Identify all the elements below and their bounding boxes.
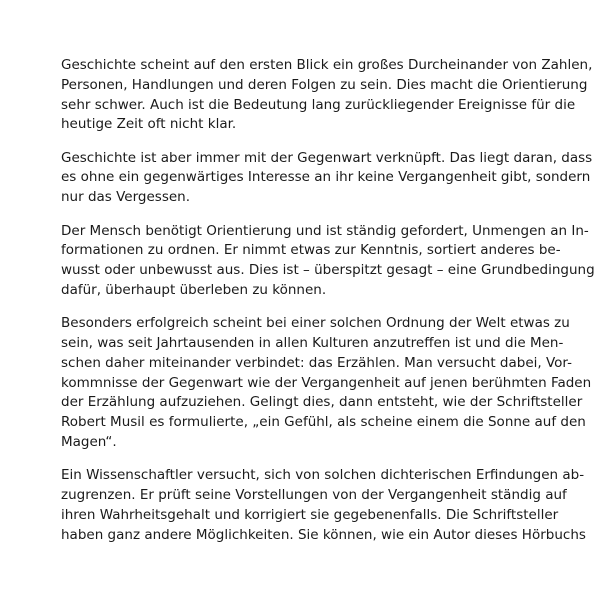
paragraph-2 [61,149,593,208]
text-line: Der Mensch benötigt Orientierung und ist ständig gefordert, Unmengen an In- [61,222,589,239]
text-line: sehr schwer. Auch ist die Bedeutung lang zurückliegender Ereignisse für die [61,96,576,113]
text-line: dafür, überhaupt überleben zu können. [61,281,327,298]
text-line: kommnisse der Gegenwart wie der Vergangenheit auf jenen berühmten Faden [61,374,592,391]
text-line: wusst oder unbewusst aus. Dies ist – überspitzt gesagt – eine Grundbedingung [61,262,595,279]
text-line: zugrenzen. Er prüft seine Vorstellungen von der Vergangenheit ständig auf [61,487,567,504]
text-line: sein, was seit Jahrtausenden in allen Kulturen anzutreffen ist und die Men- [61,335,564,352]
text-line: Besonders erfolgreich scheint bei einer solchen Ordnung der Welt etwas zu [61,315,570,332]
paragraph-5 [61,466,586,545]
text-line: schen daher miteinander verbindet: das Erzählen. Man versucht dabei, Vor- [61,354,572,371]
text-line: Magen“. [61,434,117,451]
text-line: Robert Musil es formulierte, „ein Gefühl, als scheine einem die Sonne auf den [61,414,586,431]
text-line: haben ganz andere Möglichkeiten. Sie können, wie ein Autor dieses Hörbuchs [61,526,586,543]
text-line: Geschichte ist aber immer mit der Gegenwart verknüpft. Das liegt daran, dass [61,149,593,166]
text-line: formationen zu ordnen. Er nimmt etwas zur Kenntnis, sortiert anderes be- [61,242,561,259]
text-line: es ohne ein gegenwärtiges Interesse an ihr keine Vergangenheit gibt, sondern [61,169,591,186]
paragraph-1 [61,56,593,135]
text-line: der Erzählung aufzuziehen. Gelingt dies, dann entsteht, wie der Schriftsteller [61,394,583,411]
text-line: heutige Zeit oft nicht klar. [61,116,237,133]
paragraph-3 [61,222,595,301]
text-line: Ein Wissenschaftler versucht, sich von solchen dichterischen Erfindungen ab- [61,467,585,484]
text-line: ihren Wahrheitsgehalt und korrigiert sie gegebenenfalls. Die Schriftsteller [61,506,559,523]
paragraph-4 [61,314,592,453]
document-page [61,56,595,559]
text-line: Personen, Handlungen und deren Folgen zu sein. Dies macht die Orientierung [61,76,588,93]
text-line: nur das Vergessen. [61,189,191,206]
text-line: Geschichte scheint auf den ersten Blick ein großes Durcheinander von Zahlen, [61,57,593,73]
